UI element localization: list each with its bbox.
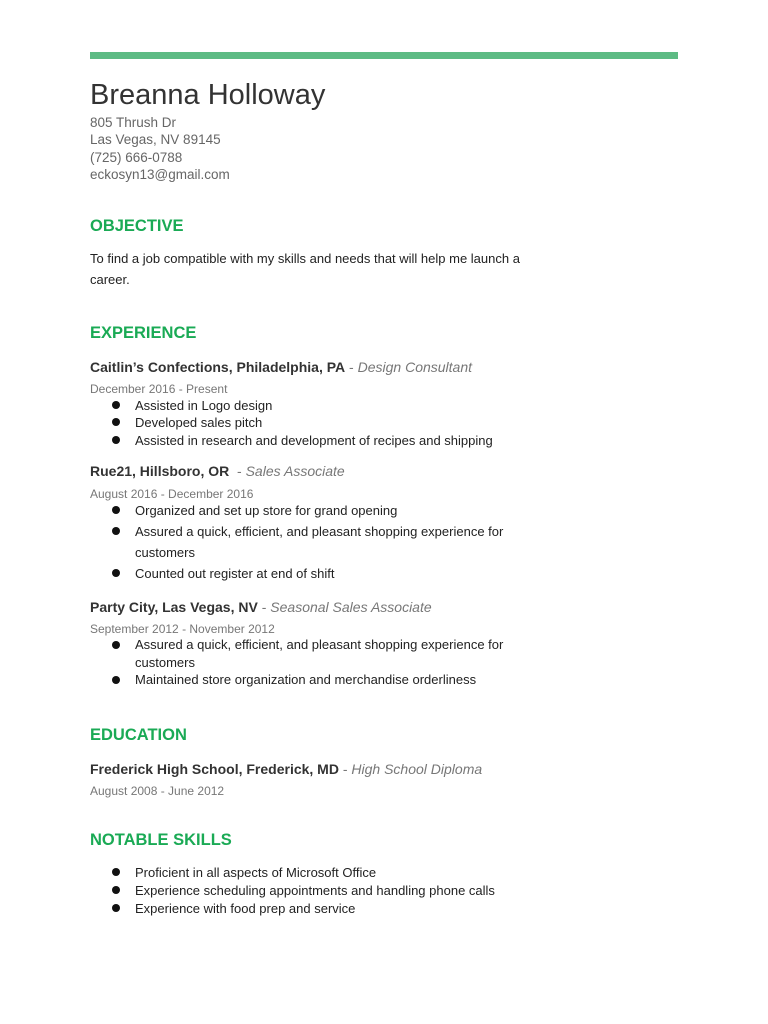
address-line-2: Las Vegas, NV 89145 <box>90 132 221 147</box>
job-header <box>90 461 345 481</box>
job-title: Sales Associate <box>245 463 345 479</box>
bullet-icon <box>112 569 120 577</box>
list-item-text: Assured a quick, efficient, and pleasant shopping experience for customers <box>135 524 504 560</box>
education-dates: August 2008 - June 2012 <box>90 784 225 798</box>
job-employer: Party City, Las Vegas, NV <box>90 599 258 615</box>
bullet-icon <box>112 401 120 409</box>
objective-heading: OBJECTIVE <box>90 217 184 235</box>
job-separator: - <box>345 359 358 375</box>
list-item-text: Experience with food prep and service <box>135 901 356 916</box>
list-item-text: Organized and set up store for grand opening <box>135 503 398 518</box>
bullet-icon <box>112 641 120 649</box>
job-header <box>90 597 432 617</box>
list-item-text: Counted out register at end of shift <box>135 566 335 581</box>
job-employer: Rue21, Hillsboro, OR <box>90 463 230 479</box>
list-item-text: Maintained store organization and merchandise orderliness <box>135 672 477 687</box>
list-item-text: Experience scheduling appointments and handling phone calls <box>135 883 495 898</box>
education-separator: - <box>338 761 352 777</box>
bullet-icon <box>112 436 120 444</box>
email-address: eckosyn13@gmail.com <box>90 167 230 182</box>
job-header <box>90 357 472 377</box>
list-item-text: Proficient in all aspects of Microsoft Office <box>135 865 377 880</box>
job-separator: - <box>229 463 246 479</box>
experience-heading: EXPERIENCE <box>90 324 197 342</box>
job-title: Design Consultant <box>357 359 473 375</box>
list-item-text: Developed sales pitch <box>135 415 263 430</box>
job-dates: August 2016 - December 2016 <box>90 487 254 501</box>
job-employer: Caitlin’s Confections, Philadelphia, PA <box>90 359 346 375</box>
phone-number: (725) 666-0788 <box>90 150 183 165</box>
skills-heading: NOTABLE SKILLS <box>90 831 232 849</box>
bullet-icon <box>112 527 120 535</box>
job-title: Seasonal Sales Associate <box>270 599 432 615</box>
school-name: Frederick High School, Frederick, MD <box>90 761 339 777</box>
degree: High School Diploma <box>351 761 483 777</box>
education-header <box>90 759 482 779</box>
list-item-text: Assisted in research and development of recipes and shipping <box>135 433 493 448</box>
job-dates: September 2012 - November 2012 <box>90 622 275 636</box>
job-dates: December 2016 - Present <box>90 382 228 396</box>
bullet-icon <box>112 904 120 912</box>
bullet-icon <box>112 676 120 684</box>
list-item-text: Assisted in Logo design <box>135 398 273 413</box>
candidate-name: Breanna Holloway <box>90 79 326 111</box>
bullet-icon <box>112 418 120 426</box>
address-line-1: 805 Thrush Dr <box>90 115 177 130</box>
education-heading: EDUCATION <box>90 726 187 744</box>
bullet-icon <box>112 886 120 894</box>
list-item-text: Assured a quick, efficient, and pleasant shopping experience for customers <box>135 637 504 670</box>
objective-text: To find a job compatible with my skills and needs that will help me launch a career. <box>90 251 520 287</box>
bullet-icon <box>112 506 120 514</box>
job-separator: - <box>257 599 271 615</box>
bullet-icon <box>112 868 120 876</box>
accent-bar <box>90 52 678 59</box>
